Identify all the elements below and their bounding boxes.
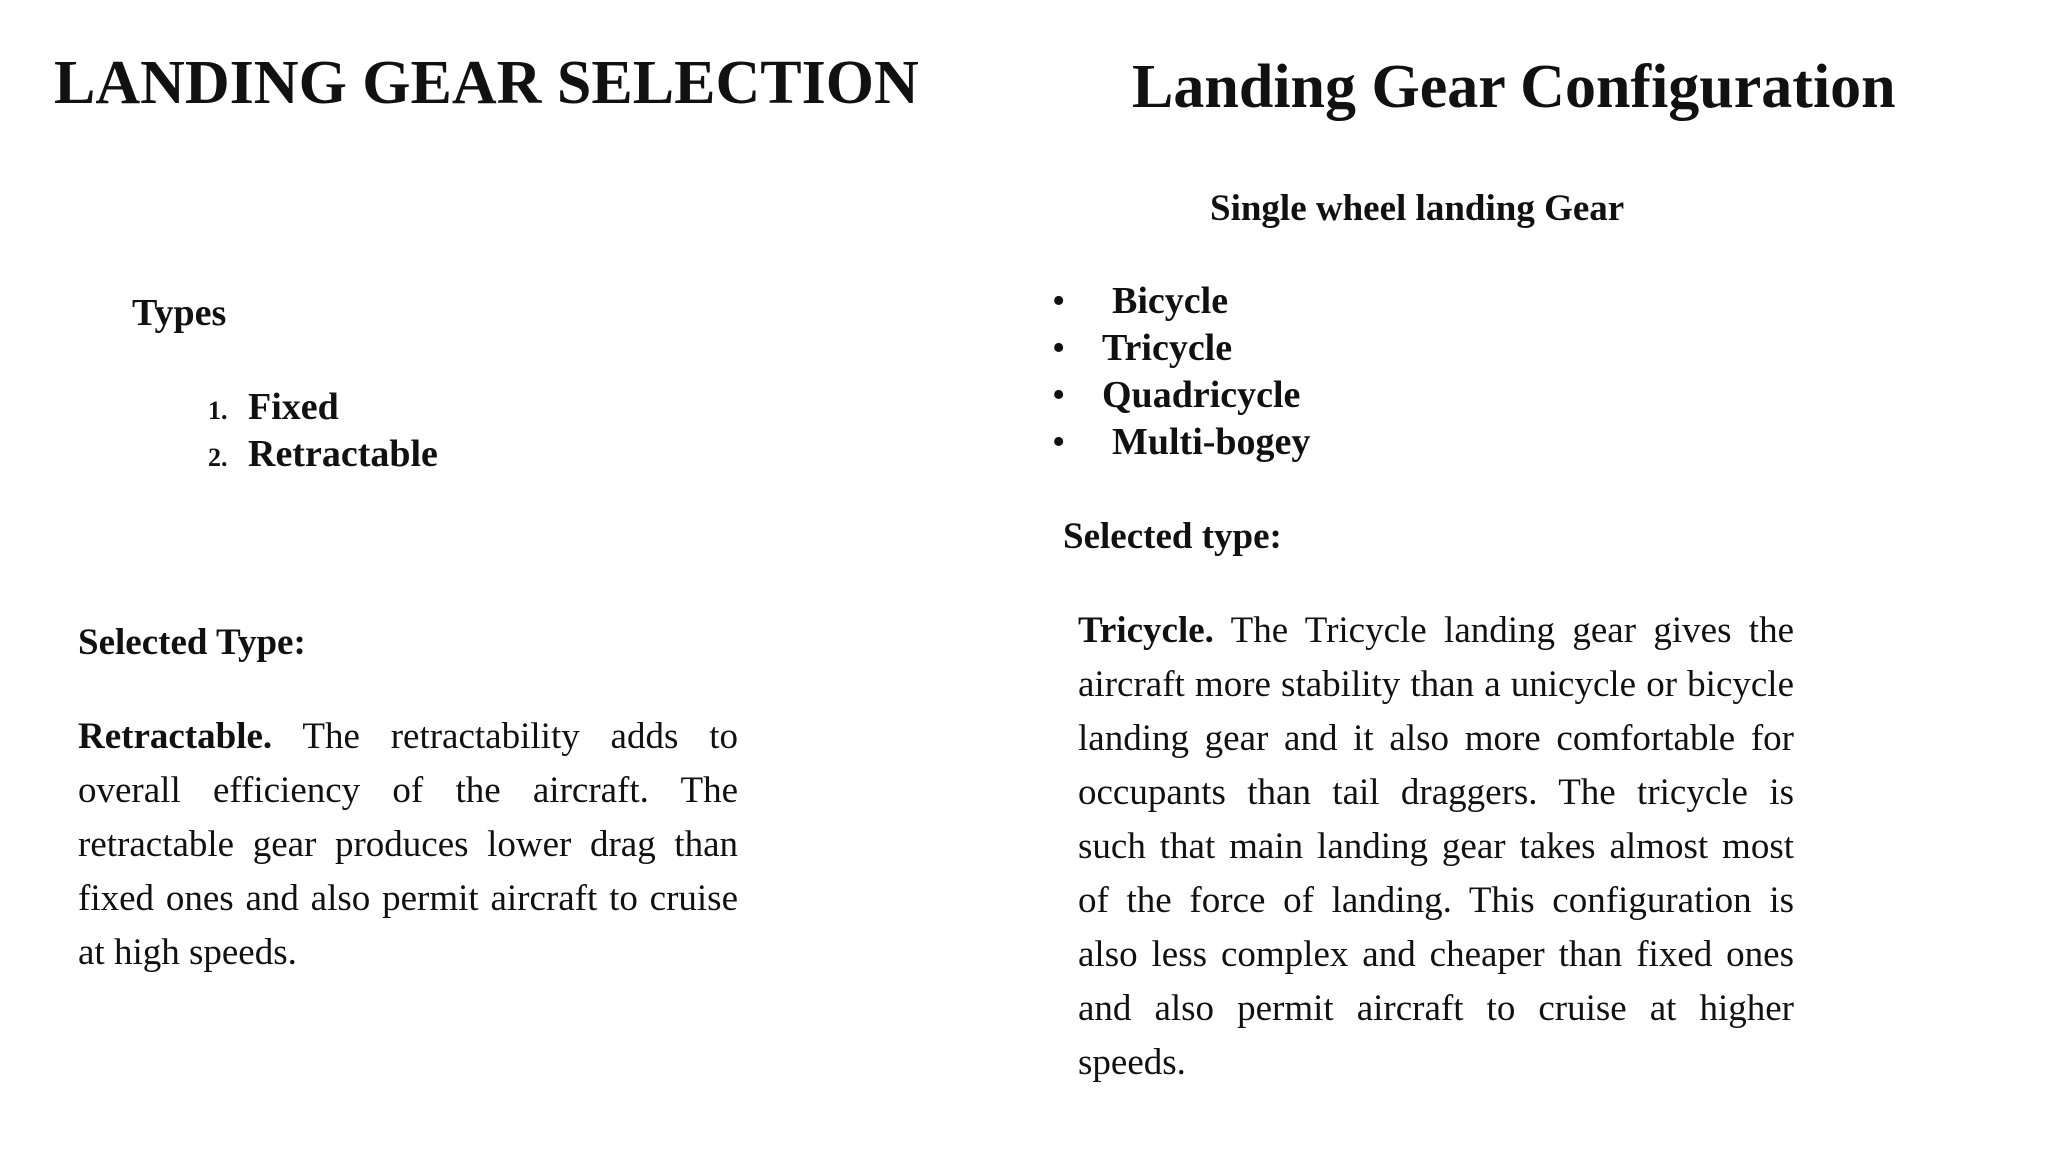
config-bicycle: Bicycle xyxy=(1112,280,1229,322)
left-selected-type-heading: Selected Type: xyxy=(78,622,306,663)
list-number: 2. xyxy=(208,443,228,472)
config-tricycle: Tricycle xyxy=(1102,327,1233,369)
bullet-icon: • xyxy=(1052,421,1066,463)
list-number: 1. xyxy=(208,396,228,425)
types-list xyxy=(208,384,438,478)
configuration-list-item xyxy=(1052,419,1310,466)
type-label-fixed: Fixed xyxy=(248,386,339,428)
types-list-item xyxy=(208,384,438,431)
right-selected-type-heading: Selected type: xyxy=(1063,516,1282,557)
configuration-list xyxy=(1052,278,1310,466)
bullet-icon: • xyxy=(1052,280,1066,322)
right-title: Landing Gear Configuration xyxy=(1132,53,1896,121)
right-selected-description xyxy=(1078,604,1794,1090)
left-selected-description xyxy=(78,710,738,980)
configuration-list-item xyxy=(1052,372,1310,419)
types-heading: Types xyxy=(132,292,227,334)
left-title: LANDING GEAR SELECTION xyxy=(54,49,919,117)
type-label-retractable: Retractable xyxy=(248,433,438,475)
configuration-list-item xyxy=(1052,325,1310,372)
single-wheel-heading: Single wheel landing Gear xyxy=(1210,188,1625,229)
config-quadricycle: Quadricycle xyxy=(1102,374,1301,416)
config-multi-bogey: Multi-bogey xyxy=(1112,421,1311,463)
right-selected-name: Tricycle. xyxy=(1078,610,1214,651)
bullet-icon: • xyxy=(1052,327,1066,369)
right-selected-text: The Tricycle landing gear gives the aircraft more stability than a unicycle or bicycle landing gear and it also more comfortable for occupants than tail draggers. The tricycle is such that main landing gear takes almost most of the force of landing. This configuration is also less complex and cheaper than fixed ones and also permit aircraft to cruise at higher speeds. xyxy=(1078,610,1794,1083)
bullet-icon: • xyxy=(1052,374,1066,416)
types-list-item xyxy=(208,431,438,478)
left-selected-text: The retractability adds to overall efficiency of the aircraft. The retractable gear produces lower drag than fixed ones and also permit aircraft to cruise at high speeds. xyxy=(78,716,738,973)
configuration-list-item xyxy=(1052,278,1310,325)
left-selected-name: Retractable. xyxy=(78,716,273,757)
